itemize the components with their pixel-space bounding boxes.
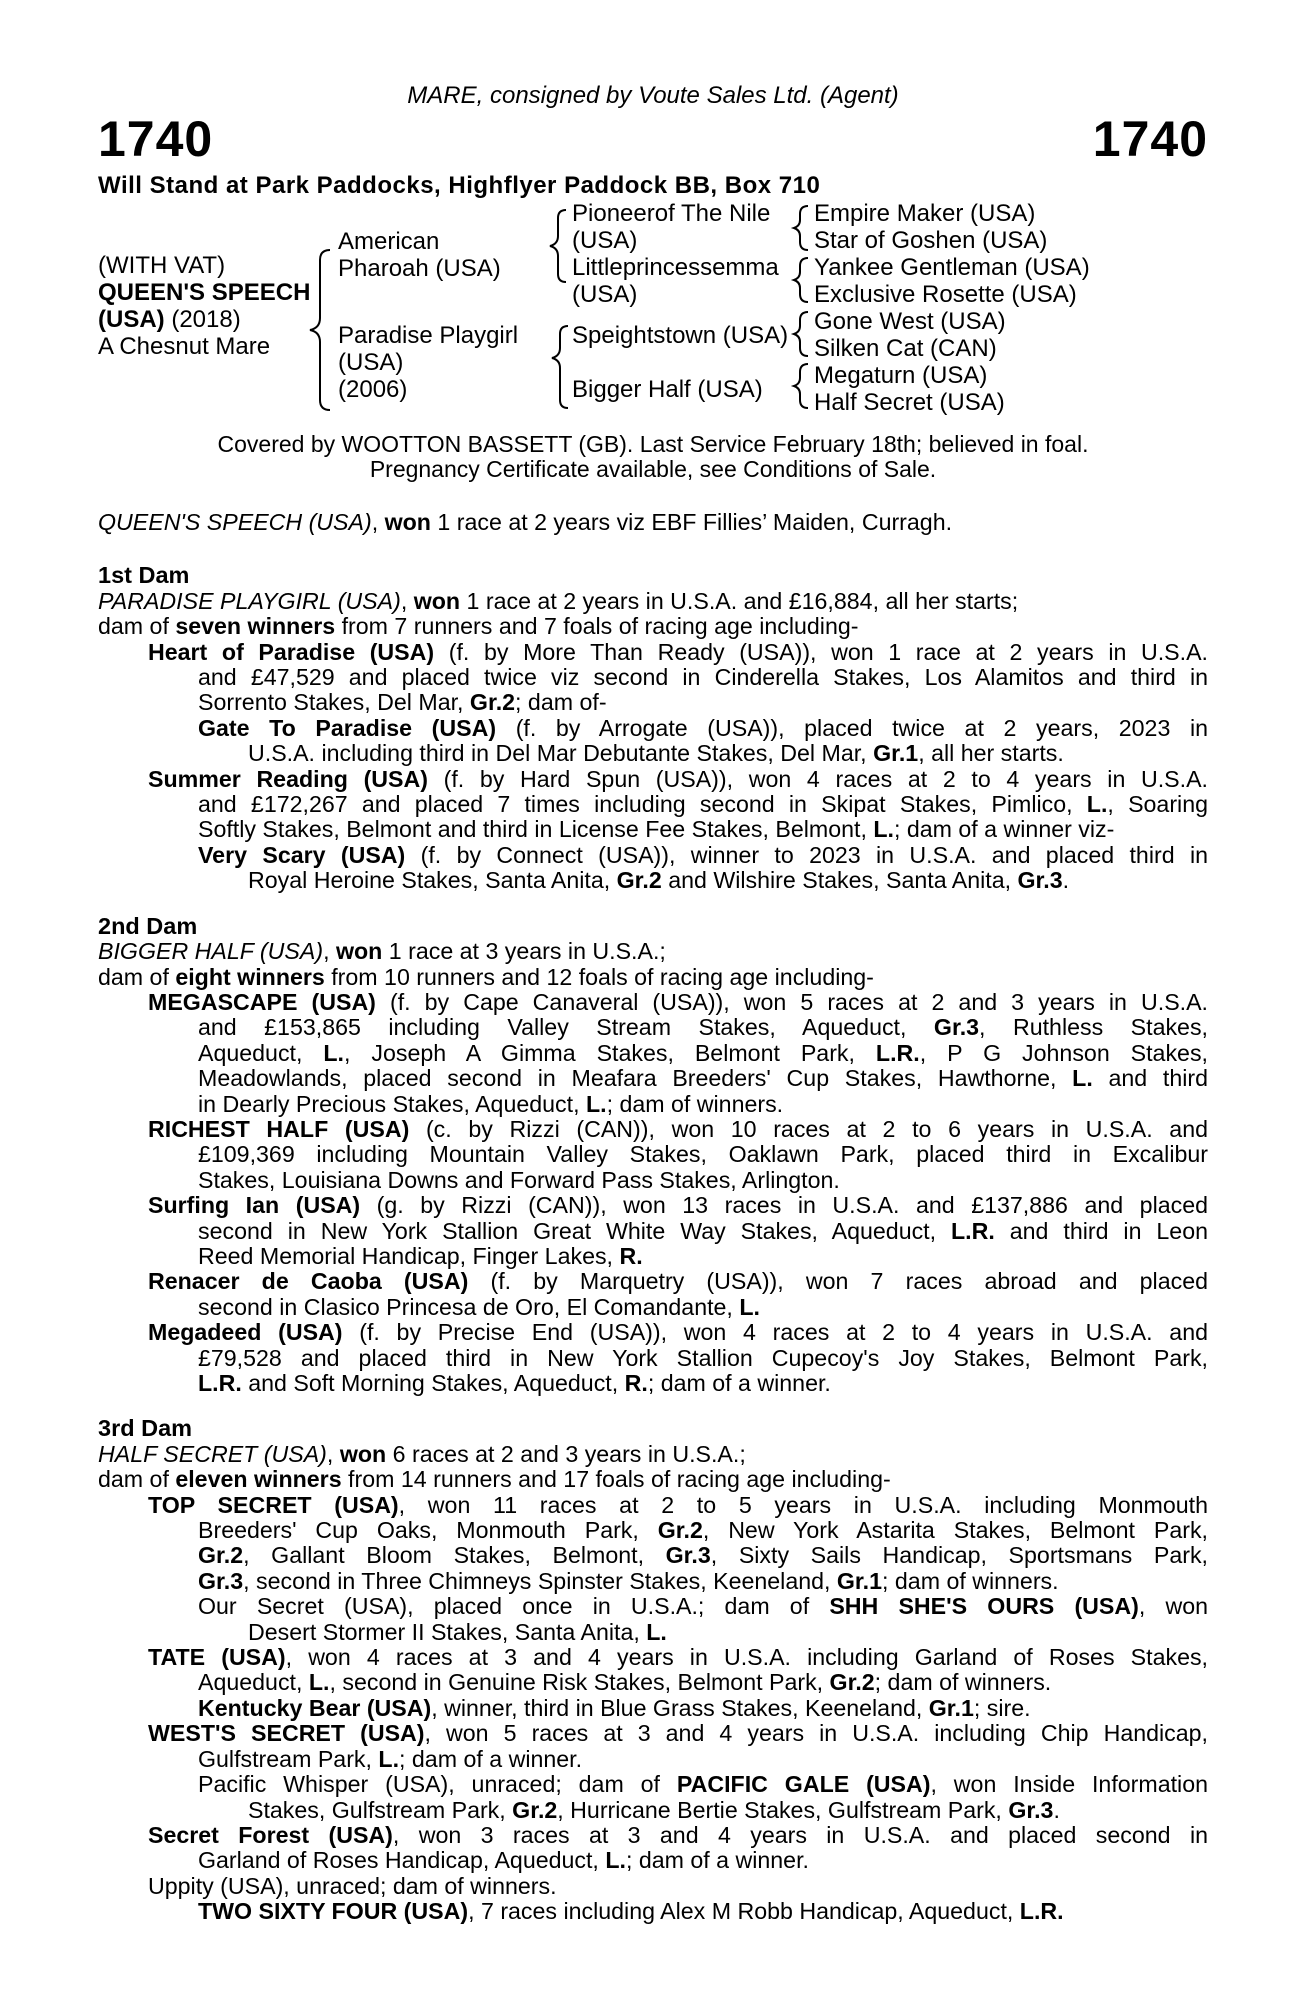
text: (f. by Cape Canaveral (USA)), won 5 races at 2 and 3 years in U.S.A. xyxy=(375,988,1209,1015)
progeny-entry-cont xyxy=(98,1569,1208,1594)
progeny-name: Heart of Paradise (USA) xyxy=(148,638,435,665)
bracket-g3-1 xyxy=(794,206,808,250)
first-dam-line1 xyxy=(98,589,1208,614)
text: , P G Johnson Stakes, xyxy=(919,1039,1208,1066)
text: ; sire. xyxy=(973,1694,1031,1721)
text: ; dam of- xyxy=(515,689,607,716)
progeny-entry xyxy=(98,640,1208,665)
intro-line: QUEEN'S SPEECH (USA), won 1 race at 2 years viz EBF Fillies’ Maiden, Curragh. xyxy=(98,509,953,535)
progeny-entry-cont xyxy=(98,665,1208,690)
text: from 7 runners and 7 foals of racing age including- xyxy=(335,613,859,640)
progeny-entry xyxy=(98,1721,1208,1746)
progeny-entry-cont xyxy=(98,1620,1208,1645)
grade: L. xyxy=(1086,791,1108,818)
text: £109,369 including Mountain Valley Stakes, Oaklawn Park, placed third in Excalibur xyxy=(198,1141,1208,1168)
text: , Hurricane Bertie Stakes, Gulfstream Park, xyxy=(557,1796,1009,1823)
text: , won 3 races at 3 and 4 years in U.S.A. and placed second in xyxy=(392,1821,1208,1848)
grade: L.R. xyxy=(1019,1898,1064,1925)
text: and Soft Morning Stakes, Aqueduct, xyxy=(241,1370,625,1396)
progeny-name: RICHEST HALF (USA) xyxy=(148,1115,410,1142)
text: Uppity (USA), unraced; dam of winners. xyxy=(148,1872,557,1899)
second-dam-line2 xyxy=(98,965,1208,990)
grade: L. xyxy=(739,1293,760,1320)
grade: R. xyxy=(619,1242,643,1269)
text: , xyxy=(326,1440,340,1467)
second-dam-line1 xyxy=(98,939,1208,964)
progeny-entry-cont xyxy=(98,1142,1208,1167)
progeny-entry-cont xyxy=(98,690,1208,715)
progeny-entry xyxy=(98,767,1208,792)
grade: L.R. xyxy=(875,1039,920,1066)
text: ; dam of a winner. xyxy=(647,1370,831,1396)
sire-sire-line2: (USA) xyxy=(572,227,638,254)
text: ; dam of winners. xyxy=(606,1090,784,1117)
text: £79,528 and placed third in New York Stallion Cupecoy's Joy Stakes, Belmont Park, xyxy=(198,1344,1208,1371)
progeny-entry-cont xyxy=(98,1772,1208,1797)
text: Our Secret (USA), placed once in U.S.A.; dam of xyxy=(198,1593,830,1620)
horse-year: (2018) xyxy=(171,306,241,333)
text: and £47,529 and placed twice viz second in Cinderella Stakes, Los Alamitos and third in xyxy=(198,664,1208,691)
grade: L. xyxy=(646,1618,667,1645)
bracket-g3-3 xyxy=(794,312,808,356)
grade: Gr.2 xyxy=(829,1669,875,1696)
text: , won 5 races at 3 and 4 years in U.S.A. including Chip Handicap, xyxy=(424,1720,1208,1747)
grade: L. xyxy=(873,816,894,843)
text: dam of xyxy=(98,613,176,640)
text: second in Clasico Princesa de Oro, El Comandante, xyxy=(198,1293,740,1320)
progeny-name: Kentucky Bear (USA) xyxy=(198,1694,432,1721)
progeny-entry-cont xyxy=(98,1041,1208,1066)
grade: L.R. xyxy=(951,1217,995,1244)
text: 1 race at 2 years in U.S.A. and £16,884, all her starts; xyxy=(460,587,1019,614)
text: , second in Three Chimneys Spinster Stakes, Keeneland, xyxy=(243,1567,837,1594)
text: Aqueduct, xyxy=(198,1039,324,1066)
g3-4: Exclusive Rosette (USA) xyxy=(814,281,1077,308)
grandprogeny-entry xyxy=(98,843,1208,868)
stand-location: Will Stand at Park Paddocks, Highflyer Paddock BB, Box 710 xyxy=(98,172,821,199)
grade: Gr.1 xyxy=(873,740,919,767)
progeny-name: TATE (USA) xyxy=(148,1644,286,1671)
grade: Gr.2 xyxy=(469,689,516,716)
sire-line2: Pharoah (USA) xyxy=(338,255,501,282)
text: , all her starts. xyxy=(918,740,1064,767)
sire-line1: American xyxy=(338,228,440,255)
second-dam-heading: 2nd Dam xyxy=(98,912,198,939)
text: Royal Heroine Stakes, Santa Anita, xyxy=(248,867,617,894)
progeny-entry-cont xyxy=(98,1295,1208,1320)
progeny-entry xyxy=(98,1874,1208,1899)
grade: Gr.2 xyxy=(616,867,662,894)
won-label: won xyxy=(335,938,383,965)
dam-line2: (USA) xyxy=(338,349,404,376)
progeny-entry-cont xyxy=(98,1168,1208,1193)
progeny-entry-cont xyxy=(98,1066,1208,1091)
grandprogeny-entry xyxy=(98,1696,1208,1721)
text: second in New York Stallion Great White Way Stakes, Aqueduct, xyxy=(198,1217,952,1244)
text: , xyxy=(323,938,336,965)
text: in Dearly Precious Stakes, Aqueduct, xyxy=(198,1090,586,1117)
grade: Gr.1 xyxy=(928,1694,974,1721)
winners-count: seven winners xyxy=(175,613,336,640)
progeny-name: TWO SIXTY FOUR (USA) xyxy=(198,1898,469,1925)
catalogue-page xyxy=(98,0,1208,2000)
g3-2: Star of Goshen (USA) xyxy=(814,227,1048,254)
g3-3: Yankee Gentleman (USA) xyxy=(814,254,1090,281)
progeny-entry-cont xyxy=(98,1371,1208,1396)
horse-origin xyxy=(98,306,241,333)
progeny-entry-cont xyxy=(98,1346,1208,1371)
progeny-entry xyxy=(98,1269,1208,1294)
won-label: won xyxy=(413,587,461,614)
progeny-entry xyxy=(98,1645,1208,1670)
progeny-entry-cont xyxy=(98,1518,1208,1543)
progeny-entry-cont xyxy=(98,1015,1208,1040)
text: Garland of Roses Handicap, Aqueduct, xyxy=(198,1847,606,1874)
text: Softly Stakes, Belmont and third in License Fee Stakes, Belmont, xyxy=(198,816,874,843)
text: U.S.A. including third in Del Mar Debutante Stakes, Del Mar, xyxy=(248,740,874,767)
progeny-entry xyxy=(98,1493,1208,1518)
covering-note xyxy=(98,432,1208,482)
horse-name: QUEEN'S SPEECH xyxy=(98,279,311,306)
text: and £172,267 and placed 7 times including second in Skipat Stakes, Pimlico, xyxy=(198,791,1087,818)
grade: L. xyxy=(323,1039,344,1066)
text: from 10 runners and 12 foals of racing age including- xyxy=(324,963,874,990)
text: (c. by Rizzi (CAN)), won 10 races at 2 to 6 years in U.S.A. and xyxy=(409,1115,1208,1142)
sire-sire-line1: Pioneerof The Nile xyxy=(572,200,771,227)
progeny-name: TOP SECRET (USA) xyxy=(148,1491,399,1518)
bracket-g3-2 xyxy=(794,258,808,302)
lot-number-left: 1740 xyxy=(98,111,214,167)
bracket-dam xyxy=(552,326,568,408)
text: 1 race at 3 years in U.S.A.; xyxy=(382,938,666,965)
progeny-entry-cont xyxy=(98,1747,1208,1772)
progeny-name: Renacer de Caoba (USA) xyxy=(148,1268,469,1295)
grandprogeny-entry xyxy=(98,1899,1208,1924)
grade: Gr.2 xyxy=(657,1517,703,1544)
progeny-entry-cont xyxy=(98,1543,1208,1568)
progeny-entry-cont xyxy=(98,792,1208,817)
dam-dam: Bigger Half (USA) xyxy=(572,376,763,403)
text: , won 11 races at 2 to 5 years in U.S.A. including Monmouth xyxy=(398,1491,1208,1518)
text: dam of xyxy=(98,1466,176,1493)
text: , won xyxy=(1138,1593,1209,1620)
third-dam-line2 xyxy=(98,1467,1208,1492)
progeny-entry-cont xyxy=(98,1219,1208,1244)
grandprogeny-entry xyxy=(98,716,1208,741)
progeny-name: Surfing Ian (USA) xyxy=(148,1192,361,1219)
consignment-line: MARE, consigned by Voute Sales Ltd. (Agent) xyxy=(407,82,899,109)
first-dam-line2 xyxy=(98,614,1208,639)
text: Meadowlands, placed second in Meafara Breeders' Cup Stakes, Hawthorne, xyxy=(198,1065,1073,1092)
third-dam-line1 xyxy=(98,1442,1208,1467)
grade: Gr.1 xyxy=(836,1567,883,1594)
g3-5: Gone West (USA) xyxy=(814,308,1006,335)
sire-dam-line2: (USA) xyxy=(572,281,638,308)
first-dam-heading: 1st Dam xyxy=(98,562,190,589)
text: (f. by More Than Ready (USA)), won 1 race at 2 years in U.S.A. xyxy=(434,638,1208,665)
text: , winner, third in Blue Grass Stakes, Keeneland, xyxy=(431,1694,929,1721)
progeny-name: Gate To Paradise (USA) xyxy=(198,714,497,741)
grade: L. xyxy=(1072,1065,1093,1092)
pedigree-table xyxy=(98,200,1208,425)
text: (f. by Connect (USA)), winner to 2023 in U.S.A. and placed third in xyxy=(405,841,1208,868)
text: Pacific Whisper (USA), unraced; dam of xyxy=(198,1771,677,1798)
text: , xyxy=(400,587,414,614)
bracket-main xyxy=(310,250,330,410)
intro-won: won xyxy=(384,509,431,535)
dam-line3: (2006) xyxy=(338,376,408,403)
text: Breeders' Cup Oaks, Monmouth Park, xyxy=(198,1517,658,1544)
text: and £153,865 including Valley Stream Stakes, Aqueduct, xyxy=(198,1014,934,1041)
race-record xyxy=(98,510,1208,1925)
text: Desert Stormer II Stakes, Santa Anita, xyxy=(248,1618,647,1645)
text: Sorrento Stakes, Del Mar, xyxy=(198,689,470,716)
g3-6: Silken Cat (CAN) xyxy=(814,335,997,362)
progeny-name: PACIFIC GALE (USA) xyxy=(676,1771,931,1798)
progeny-name: Very Scary (USA) xyxy=(198,841,406,868)
progeny-name: Summer Reading (USA) xyxy=(148,765,428,792)
text: . xyxy=(1062,867,1070,894)
text: (f. by Hard Spun (USA)), won 4 races at 2 to 4 years in U.S.A. xyxy=(427,765,1209,792)
progeny-name: Secret Forest (USA) xyxy=(148,1821,393,1848)
text: ; dam of winners. xyxy=(874,1669,1052,1696)
grandprogeny-entry-cont xyxy=(98,741,1208,766)
text: , New York Astarita Stakes, Belmont Park, xyxy=(702,1517,1208,1544)
bracket-g3-4 xyxy=(794,364,808,408)
horse-country: (USA) xyxy=(98,306,165,333)
grade: L. xyxy=(378,1745,400,1772)
dam-line1: Paradise Playgirl xyxy=(338,322,519,349)
progeny-name: MEGASCAPE (USA) xyxy=(148,988,376,1015)
text: and Wilshire Stakes, Santa Anita, xyxy=(661,867,1018,894)
grade: L.R. xyxy=(198,1370,242,1396)
text: (f. by Marquetry (USA)), won 7 races abroad and placed xyxy=(468,1268,1208,1295)
grade: Gr.3 xyxy=(665,1542,711,1569)
sire-dam-line1: Littleprincessemma xyxy=(572,254,779,281)
text: , second in Genuine Risk Stakes, Belmont Park, xyxy=(329,1669,830,1696)
progeny-name: Megadeed (USA) xyxy=(148,1319,343,1346)
intro-text: 1 race at 2 years viz EBF Fillies’ Maiden, Curragh. xyxy=(430,509,953,535)
text: ; dam of a winner viz- xyxy=(893,816,1115,843)
text: , won Inside Information xyxy=(930,1771,1208,1798)
winners-count: eight winners xyxy=(175,963,325,990)
horse-description: A Chesnut Mare xyxy=(98,333,271,360)
text: Aqueduct, xyxy=(198,1669,309,1696)
covering-line2: Pregnancy Certificate available, see Conditions of Sale. xyxy=(369,456,937,482)
g3-1: Empire Maker (USA) xyxy=(814,200,1036,227)
text: Gulfstream Park, xyxy=(198,1745,379,1772)
progeny-entry-cont xyxy=(98,1092,1208,1117)
progeny-name: WEST'S SECRET (USA) xyxy=(148,1720,425,1747)
second-dam-name: BIGGER HALF (USA) xyxy=(98,938,324,965)
progeny-entry xyxy=(98,1823,1208,1848)
won-label: won xyxy=(339,1440,387,1467)
intro-name: QUEEN'S SPEECH (USA) xyxy=(98,509,372,535)
g3-7: Megaturn (USA) xyxy=(814,362,988,389)
text: , 7 races including Alex M Robb Handicap, Aqueduct, xyxy=(468,1898,1020,1925)
text: (f. by Arrogate (USA)), placed twice at 2 years, 2023 in xyxy=(496,714,1208,741)
grade: L. xyxy=(605,1847,626,1874)
grade: L. xyxy=(308,1669,330,1696)
grade: Gr.3 xyxy=(1008,1796,1054,1823)
lot-number-right: 1740 xyxy=(1092,111,1208,167)
text: , won 4 races at 3 and 4 years in U.S.A. including Garland of Roses Stakes, xyxy=(285,1644,1208,1671)
grade: Gr.2 xyxy=(198,1542,244,1569)
text: 6 races at 2 and 3 years in U.S.A.; xyxy=(386,1440,746,1467)
progeny-entry xyxy=(98,1117,1208,1142)
progeny-name: SHH SHE'S OURS (USA) xyxy=(829,1593,1139,1620)
progeny-entry-cont xyxy=(98,1244,1208,1269)
text: , Gallant Bloom Stakes, Belmont, xyxy=(243,1542,666,1569)
grade: Gr.3 xyxy=(933,1014,980,1041)
text: (f. by Precise End (USA)), won 4 races at 2 to 4 years in U.S.A. and xyxy=(342,1319,1208,1346)
text: ; dam of winners. xyxy=(882,1567,1059,1594)
progeny-entry xyxy=(98,990,1208,1015)
third-dam-name: HALF SECRET (USA) xyxy=(98,1440,327,1467)
covering-line1: Covered by WOOTTON BASSETT (GB). Last Service February 18th; believed in foal. xyxy=(217,431,1089,457)
progeny-entry xyxy=(98,1193,1208,1218)
text: and third in Leon xyxy=(994,1217,1208,1244)
g3-8: Half Secret (USA) xyxy=(814,389,1005,416)
progeny-entry-cont xyxy=(98,1798,1208,1823)
bracket-sire xyxy=(550,210,566,282)
text: Reed Memorial Handicap, Finger Lakes, xyxy=(198,1242,620,1269)
vat-note: (WITH VAT) xyxy=(98,252,226,279)
text: from 14 runners and 17 foals of racing age including- xyxy=(341,1466,891,1493)
progeny-entry-cont xyxy=(98,1594,1208,1619)
text: , Ruthless Stakes, xyxy=(979,1014,1208,1041)
text: dam of xyxy=(98,963,176,990)
progeny-entry-cont xyxy=(98,1848,1208,1873)
first-dam-name: PARADISE PLAYGIRL (USA) xyxy=(98,587,401,614)
grandprogeny-entry-cont xyxy=(98,868,1208,893)
text: . xyxy=(1053,1796,1060,1823)
winners-count: eleven winners xyxy=(175,1466,342,1493)
text: Stakes, Louisiana Downs and Forward Pass Stakes, Arlington. xyxy=(198,1166,840,1193)
text: , Joseph A Gimma Stakes, Belmont Park, xyxy=(343,1039,876,1066)
text: Stakes, Gulfstream Park, xyxy=(248,1796,513,1823)
grade: Gr.3 xyxy=(1017,867,1063,894)
text: and third xyxy=(1092,1065,1208,1092)
text: , Soaring xyxy=(1107,791,1208,818)
progeny-entry-cont xyxy=(98,817,1208,842)
grade: R. xyxy=(624,1370,648,1396)
text: ; dam of a winner. xyxy=(399,1745,583,1772)
text: ; dam of a winner. xyxy=(625,1847,809,1874)
dam-sire: Speightstown (USA) xyxy=(572,322,789,349)
grade: Gr.3 xyxy=(198,1567,244,1594)
grade: Gr.2 xyxy=(512,1796,558,1823)
text: (g. by Rizzi (CAN)), won 13 races in U.S.A. and £137,886 and placed xyxy=(360,1192,1209,1219)
third-dam-heading: 3rd Dam xyxy=(98,1415,193,1442)
text: , Sixty Sails Handicap, Sportsmans Park, xyxy=(710,1542,1208,1569)
grade: L. xyxy=(585,1090,607,1117)
progeny-entry-cont xyxy=(98,1670,1208,1695)
progeny-entry xyxy=(98,1320,1208,1345)
